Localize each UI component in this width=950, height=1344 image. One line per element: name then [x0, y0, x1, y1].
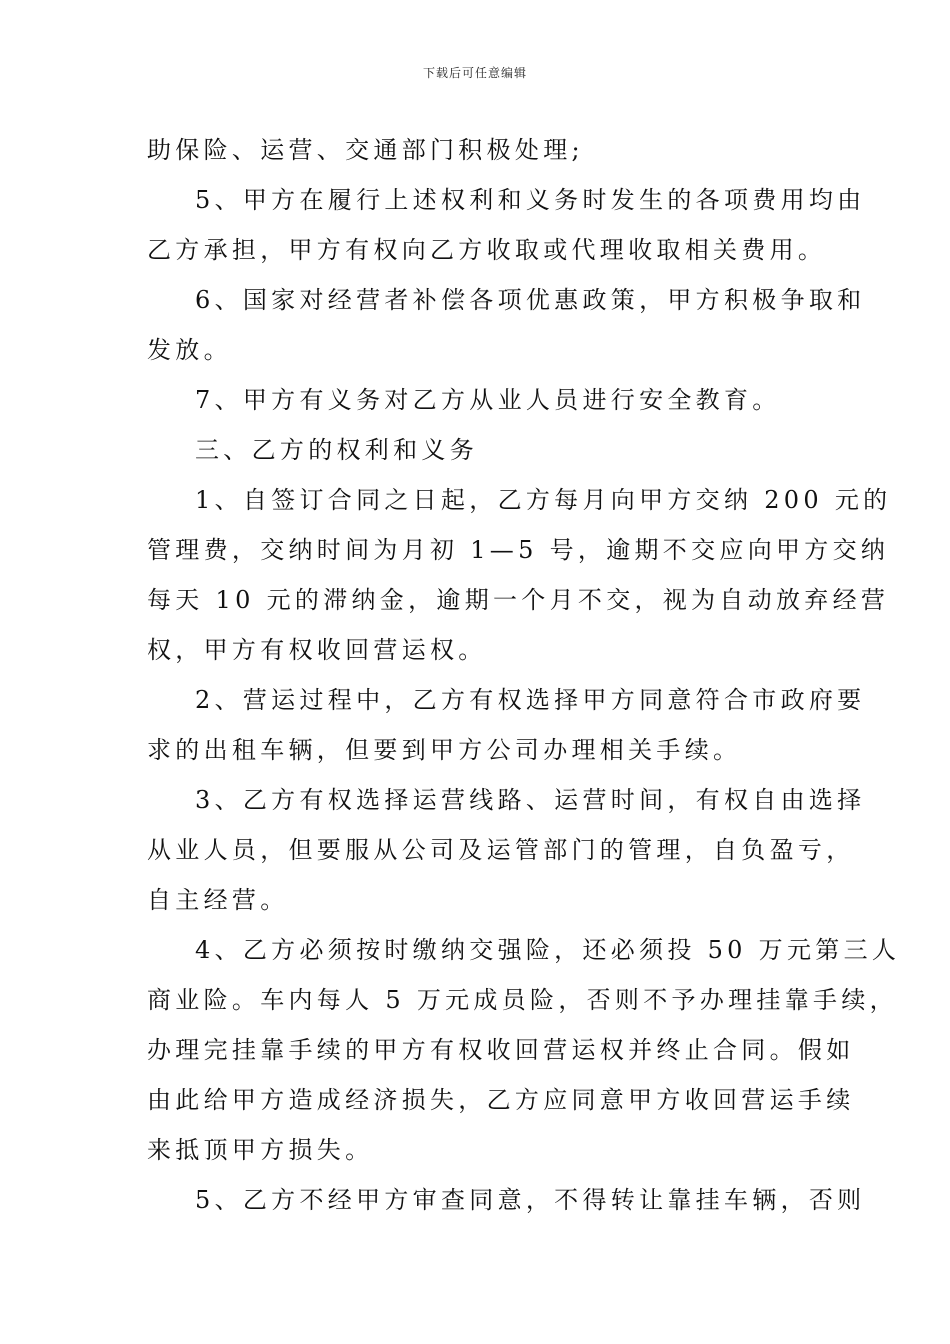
- paragraph-line: 办理完挂靠手续的甲方有权收回营运权并终止合同。假如: [147, 1036, 855, 1064]
- paragraph-line: 每天 10 元的滞纳金，逾期一个月不交，视为自动放弃经营: [147, 586, 890, 614]
- paragraph-line: 4、乙方必须按时缴纳交强险，还必须投 50 万元第三人: [195, 936, 901, 964]
- section-heading: 三、乙方的权利和义务: [195, 436, 478, 464]
- paragraph-line: 自主经营。: [147, 886, 289, 914]
- paragraph-line: 2、营运过程中，乙方有权选择甲方同意符合市政府要: [195, 686, 866, 714]
- paragraph-line: 由此给甲方造成经济损失，乙方应同意甲方收回营运手续: [147, 1086, 855, 1114]
- paragraph-line: 3、乙方有权选择运营线路、运营时间，有权自由选择: [195, 786, 866, 814]
- paragraph-line: 从业人员，但要服从公司及运管部门的管理，自负盈亏，: [147, 836, 855, 864]
- paragraph-line: 助保险、运营、交通部门积极处理;: [147, 136, 584, 164]
- paragraph-line: 商业险。车内每人 5 万元成员险，否则不予办理挂靠手续，: [147, 986, 898, 1014]
- paragraph-line: 1、自签订合同之日起，乙方每月向甲方交纳 200 元的: [195, 486, 892, 514]
- paragraph-line: 求的出租车辆，但要到甲方公司办理相关手续。: [147, 736, 742, 764]
- paragraph-line: 管理费，交纳时间为月初 1—5 号，逾期不交应向甲方交纳: [147, 536, 890, 564]
- paragraph-line: 发放。: [147, 336, 232, 364]
- paragraph-line: 7、甲方有义务对乙方从业人员进行安全教育。: [195, 386, 781, 414]
- paragraph-line: 乙方承担，甲方有权向乙方收取或代理收取相关费用。: [147, 236, 827, 264]
- paragraph-line: 6、国家对经营者补偿各项优惠政策，甲方积极争取和: [195, 286, 866, 314]
- paragraph-line: 权，甲方有权收回营运权。: [147, 636, 487, 664]
- paragraph-line: 5、乙方不经甲方审查同意，不得转让靠挂车辆，否则: [195, 1186, 866, 1214]
- page-header: 下载后可任意编辑: [422, 66, 527, 80]
- paragraph-line: 5、甲方在履行上述权利和义务时发生的各项费用均由: [195, 186, 866, 214]
- paragraph-line: 来抵顶甲方损失。: [147, 1136, 374, 1164]
